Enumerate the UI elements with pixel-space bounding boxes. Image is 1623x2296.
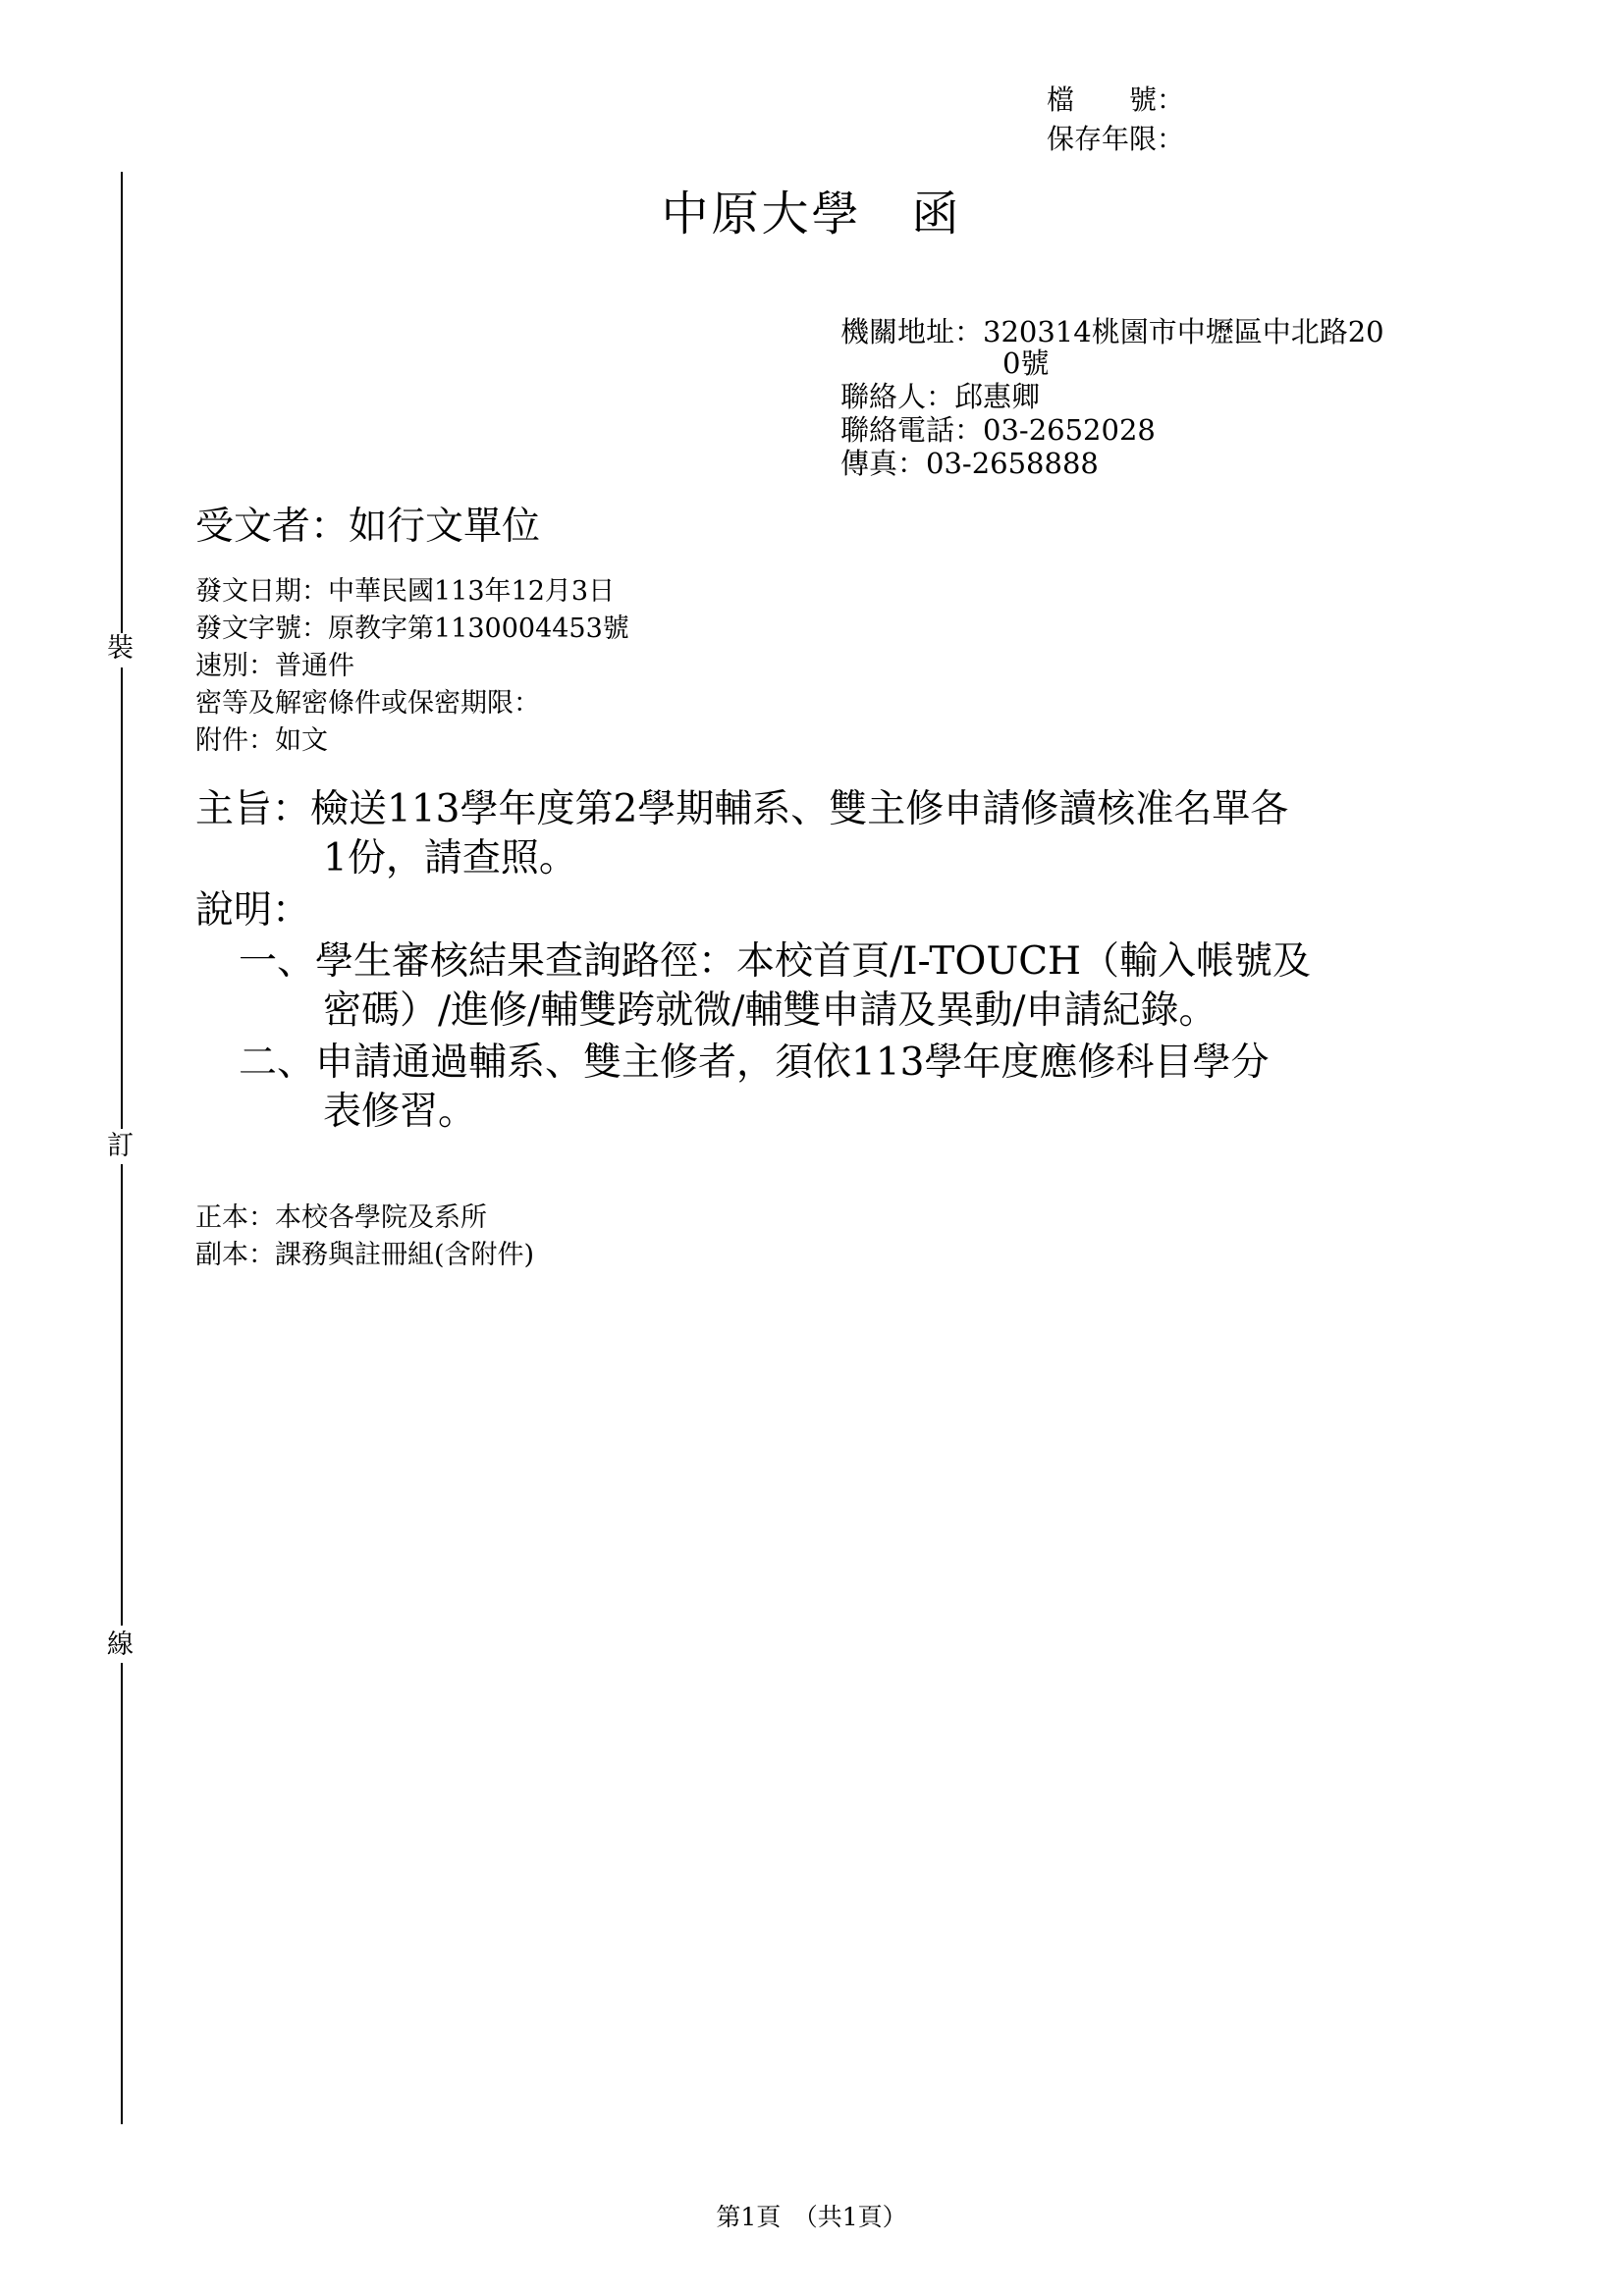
explanation-item-1-line-2: 密碼）/進修/輔雙跨就微/輔雙申請及異動/申請紀錄。 (323, 988, 1217, 1033)
subject-line-2: 1份，請查照。 (323, 836, 577, 881)
retention-period-label: 保存年限： (1047, 123, 1185, 155)
original-recipients: 正本：本校各學院及系所 (195, 1202, 487, 1233)
explanation-item-2-line-1: 二、申請通過輔系、雙主修者，須依113學年度應修科目學分 (239, 1041, 1270, 1085)
delivery-speed: 速別：普通件 (195, 651, 354, 681)
document-title: 中原大學 函 (661, 187, 962, 241)
file-number-label: 檔 號： (1047, 83, 1185, 116)
page-number: 第1頁 （共1頁） (716, 2203, 907, 2231)
address-line-2: 0號 (1002, 347, 1050, 380)
subject-line-1: 主旨：檢送113學年度第2學期輔系、雙主修申請修讀核准名單各 (195, 787, 1289, 831)
binding-line-upper-mid (121, 667, 123, 1129)
binding-char-xian: 線 (107, 1629, 134, 1660)
copy-recipients: 副本：課務與註冊組(含附件) (195, 1240, 535, 1270)
attachment: 附件：如文 (195, 725, 328, 756)
recipient: 受文者：如行文單位 (195, 505, 541, 549)
document-number: 發文字號：原教字第1130004453號 (195, 614, 629, 644)
issue-date: 發文日期：中華民國113年12月3日 (195, 576, 616, 607)
binding-line-bottom (121, 1663, 123, 2124)
address-line-1: 機關地址：320314桃園市中壢區中北路20 (840, 315, 1384, 348)
binding-line-lower-mid (121, 1164, 123, 1626)
explanation-item-2-line-2: 表修習。 (323, 1090, 477, 1134)
contact-phone: 聯絡電話：03-2652028 (840, 413, 1156, 447)
contact-fax: 傳真：03-2658888 (840, 447, 1099, 480)
contact-person: 聯絡人：邱惠卿 (840, 380, 1041, 413)
binding-char-zhuang: 裝 (107, 633, 134, 664)
explanation-label: 說明： (195, 888, 311, 933)
explanation-item-1-line-1: 一、學生審核結果查詢路徑：本校首頁/I-TOUCH（輸入帳號及 (239, 939, 1312, 984)
secrecy-level: 密等及解密條件或保密期限： (195, 688, 540, 719)
binding-char-ding: 訂 (107, 1131, 134, 1161)
